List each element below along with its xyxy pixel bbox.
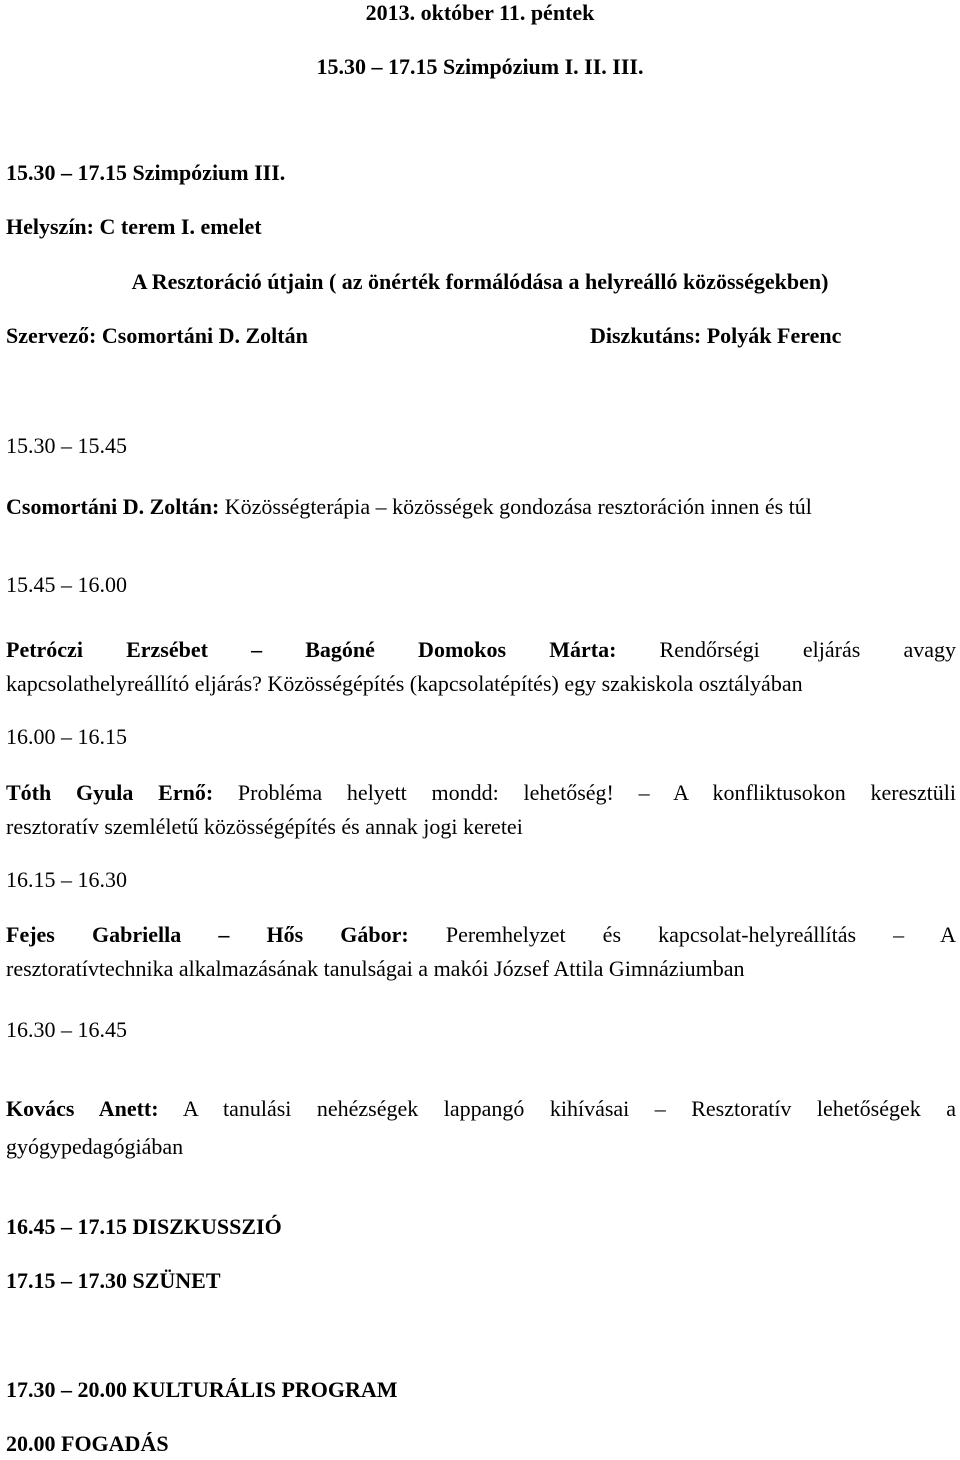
talk-title-continued: resztoratívtechnika alkalmazásának tanulságai a makói József Attila Gimnáziumban xyxy=(6,956,745,981)
talk-title-continued: resztoratív szemléletű közösségépítés és annak jogi keretei xyxy=(6,814,523,839)
session-discussant: Diszkutáns: Polyák Ferenc xyxy=(590,323,842,348)
talk-speakers: Csomortáni D. Zoltán: xyxy=(6,494,220,519)
symposium-overview: 15.30 – 17.15 Szimpózium I. II. III. xyxy=(316,54,644,79)
talk-title-continued: kapcsolathelyreállító eljárás? Közösségépítés (kapcsolatépítés) egy szakiskola osztályában xyxy=(6,671,803,696)
talk-time: 15.30 – 15.45 xyxy=(6,433,127,458)
talk-speakers: Petróczi Erzsébet – Bagóné Domokos Márta: xyxy=(6,637,617,662)
talk-entry xyxy=(6,492,812,522)
session-title: 15.30 – 17.15 Szimpózium III. xyxy=(6,160,286,185)
talk-entry xyxy=(6,918,956,986)
talk-speakers: Fejes Gabriella – Hős Gábor: xyxy=(6,922,409,947)
talk-title: Probléma helyett mondd: lehetőség! – A konfliktusokon keresztüli xyxy=(213,780,956,805)
talk-speakers: Kovács Anett: xyxy=(6,1096,159,1121)
session-organizer: Szervező: Csomortáni D. Zoltán xyxy=(6,323,308,348)
session-location: Helyszín: C terem I. emelet xyxy=(6,214,262,239)
talk-title-continued: gyógypedagógiában xyxy=(6,1134,184,1159)
talk-time: 16.30 – 16.45 xyxy=(6,1017,127,1042)
talk-speakers: Tóth Gyula Ernő: xyxy=(6,780,214,805)
talk-time: 15.45 – 16.00 xyxy=(6,572,127,597)
talk-entry xyxy=(6,1090,956,1166)
talk-title: A tanulási nehézségek lappangó kihívásai – Resztoratív lehetőségek a xyxy=(158,1096,956,1121)
talk-entry xyxy=(6,633,956,701)
talk-time: 16.00 – 16.15 xyxy=(6,724,127,749)
talk-title: Peremhelyzet és kapcsolat-helyreállítás – A xyxy=(408,922,956,947)
talk-title: Közösségterápia – közösségek gondozása resztoráción innen és túl xyxy=(219,494,812,519)
event-date: 2013. október 11. péntek xyxy=(365,0,595,25)
discussion-slot: 16.45 – 17.15 DISZKUSSZIÓ xyxy=(6,1214,282,1239)
session-theme: A Resztoráció útjain ( az önérték formálódása a helyreálló közösségekben) xyxy=(131,269,829,294)
talk-entry xyxy=(6,776,956,844)
reception-slot: 20.00 FOGADÁS xyxy=(6,1431,169,1456)
break-slot: 17.15 – 17.30 SZÜNET xyxy=(6,1268,221,1293)
talk-time: 16.15 – 16.30 xyxy=(6,867,127,892)
talk-title: Rendőrségi eljárás avagy xyxy=(616,637,956,662)
cultural-program-slot: 17.30 – 20.00 KULTURÁLIS PROGRAM xyxy=(6,1377,398,1402)
